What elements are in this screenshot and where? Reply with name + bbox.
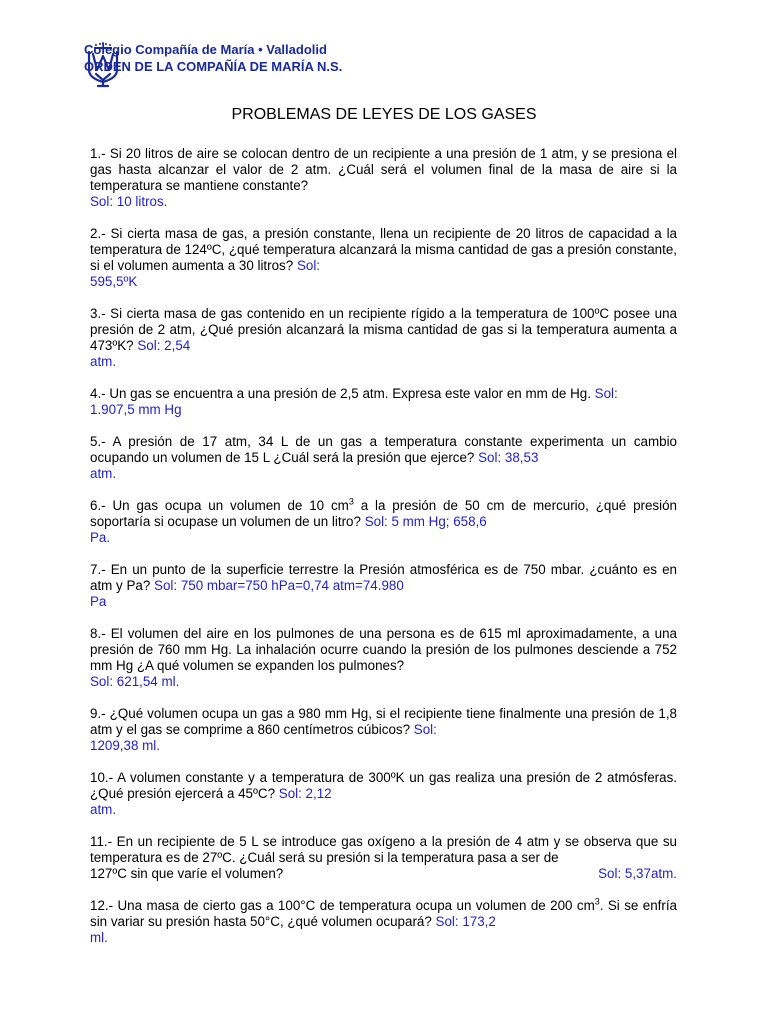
problem-text: 4.- Un gas se encuentra a una presión de 2,5 atm. Expresa este valor en mm de Hg.	[90, 386, 591, 401]
solution-part-b: atm.	[90, 354, 117, 369]
problem-6	[90, 498, 677, 546]
solution-part-a: Sol:	[594, 386, 618, 401]
problem-3	[90, 306, 677, 370]
solution-part-b: atm.	[90, 802, 117, 817]
solution-part-a: Sol: 750 mbar=750 hPa=0,74 atm=74.980	[154, 578, 404, 593]
school-order-line2: ORDEN DE LA COMPAÑÍA DE MARÍA N.S.	[84, 59, 343, 74]
problem-text-cont: 127ºC sin que varíe el volumen?	[90, 866, 284, 881]
solution: Sol: 621,54 ml.	[90, 674, 180, 689]
solution-part-a: Sol: 5 mm Hg; 658,6	[364, 514, 487, 529]
problem-text-cont: . Si se enfría sin variar su presión hasta 50°C, ¿qué volumen ocupará?	[90, 898, 677, 929]
solution-part-b: 1209,38 ml.	[90, 738, 160, 753]
school-name-line1: Colegio Compañía de María • Valladolid	[84, 42, 327, 57]
problem-text: 3.- Si cierta masa de gas contenido en un recipiente rígido a la temperatura de 100ºC posee una presión de 2 atm, ¿Qué presión alcanzará la misma cantidad de gas si la temperatura aumenta a 473ºK?	[90, 306, 677, 353]
solution: Sol: 10 litros.	[90, 194, 168, 209]
problem-list	[90, 146, 677, 962]
problem-1	[90, 146, 677, 210]
solution-part-a: Sol: 2,12	[278, 786, 332, 801]
problem-8	[90, 626, 677, 690]
problem-text: 11.- En un recipiente de 5 L se introduce gas oxígeno a la presión de 4 atm y se observa que su temperatura es de 27ºC. ¿Cuál será su presión si la temperatura pasa a ser de	[90, 834, 677, 865]
solution-part-a: Sol: 38,53	[478, 450, 539, 465]
solution-part-a: Sol: 2,54	[137, 338, 191, 353]
problem-11	[90, 834, 677, 882]
problem-text: 8.- El volumen del aire en los pulmones de una persona es de 615 ml aproximadamente, a una presión de 760 mm Hg. La inhalación ocurre cuando la presión de los pulmones desciende a 752 mm Hg ¿A qué volumen se expanden los pulmones?	[90, 626, 677, 673]
problem-12	[90, 898, 677, 946]
solution: Sol: 5,37atm.	[598, 866, 677, 881]
problem-text: 6.- Un gas ocupa un volumen de 10 cm	[90, 498, 349, 513]
problem-text: 2.- Si cierta masa de gas, a presión constante, llena un recipiente de 20 litros de capacidad a la temperatura de 124ºC, ¿qué temperatura alcanzará la misma cantidad de gas a presión constante, si el volumen aumenta a 30 litros?	[90, 226, 677, 273]
problem-9	[90, 706, 677, 754]
problem-text: 7.- En un punto de la superficie terrestre la Presión atmosférica es de 750 mbar. ¿cuánto es en atm y Pa?	[90, 562, 677, 593]
solution-part-a: Sol: 173,2	[435, 914, 496, 929]
problem-7	[90, 562, 677, 610]
problem-text: 1.- Si 20 litros de aire se colocan dentro de un recipiente a una presión de 1 atm, y se presiona el gas hasta alcanzar el valor de 2 atm. ¿Cuál será el volumen final de la masa de aire si la temperatura se mantiene constante?	[90, 146, 677, 193]
problem-4	[90, 386, 677, 418]
problem-text-cont: a la presión de 50 cm de mercurio, ¿qué presión soportaría si ocupase un volumen de un litro?	[90, 498, 677, 529]
page-title: PROBLEMAS DE LEYES DE LOS GASES	[231, 106, 537, 123]
problem-10	[90, 770, 677, 818]
superscript: 3	[348, 496, 354, 507]
solution-part-b: atm.	[90, 466, 117, 481]
problem-5	[90, 434, 677, 482]
solution-part-b: 1.907,5 mm Hg	[90, 402, 182, 417]
solution-part-a: Sol:	[296, 258, 321, 273]
solution-part-b: 595,5ºK	[90, 274, 138, 289]
problem-text: 5.- A presión de 17 atm, 34 L de un gas a temperatura constante experimenta un cambio ocupando un volumen de 15 L ¿Cuál será la presión que ejerce?	[90, 434, 677, 465]
problem-text: 9.- ¿Qué volumen ocupa un gas a 980 mm Hg, si el recipiente tiene finalmente una presión de 1,8 atm y el gas se comprime a 860 centímetros cúbicos?	[90, 706, 677, 737]
problem-2	[90, 226, 677, 290]
solution-part-b: Pa.	[90, 530, 111, 545]
superscript: 3	[594, 896, 600, 907]
problem-text: 12.- Una masa de cierto gas a 100°C de temperatura ocupa un volumen de 200 cm	[90, 898, 595, 913]
solution-part-a: Sol:	[413, 722, 437, 737]
problem-text: 10.- A volumen constante y a temperatura de 300ºK un gas realiza una presión de 2 atmósferas. ¿Qué presión ejercerá a 45ºC?	[90, 770, 677, 801]
solution-part-b: ml.	[90, 930, 108, 945]
school-name	[84, 41, 342, 75]
solution-part-b: Pa	[90, 594, 107, 609]
